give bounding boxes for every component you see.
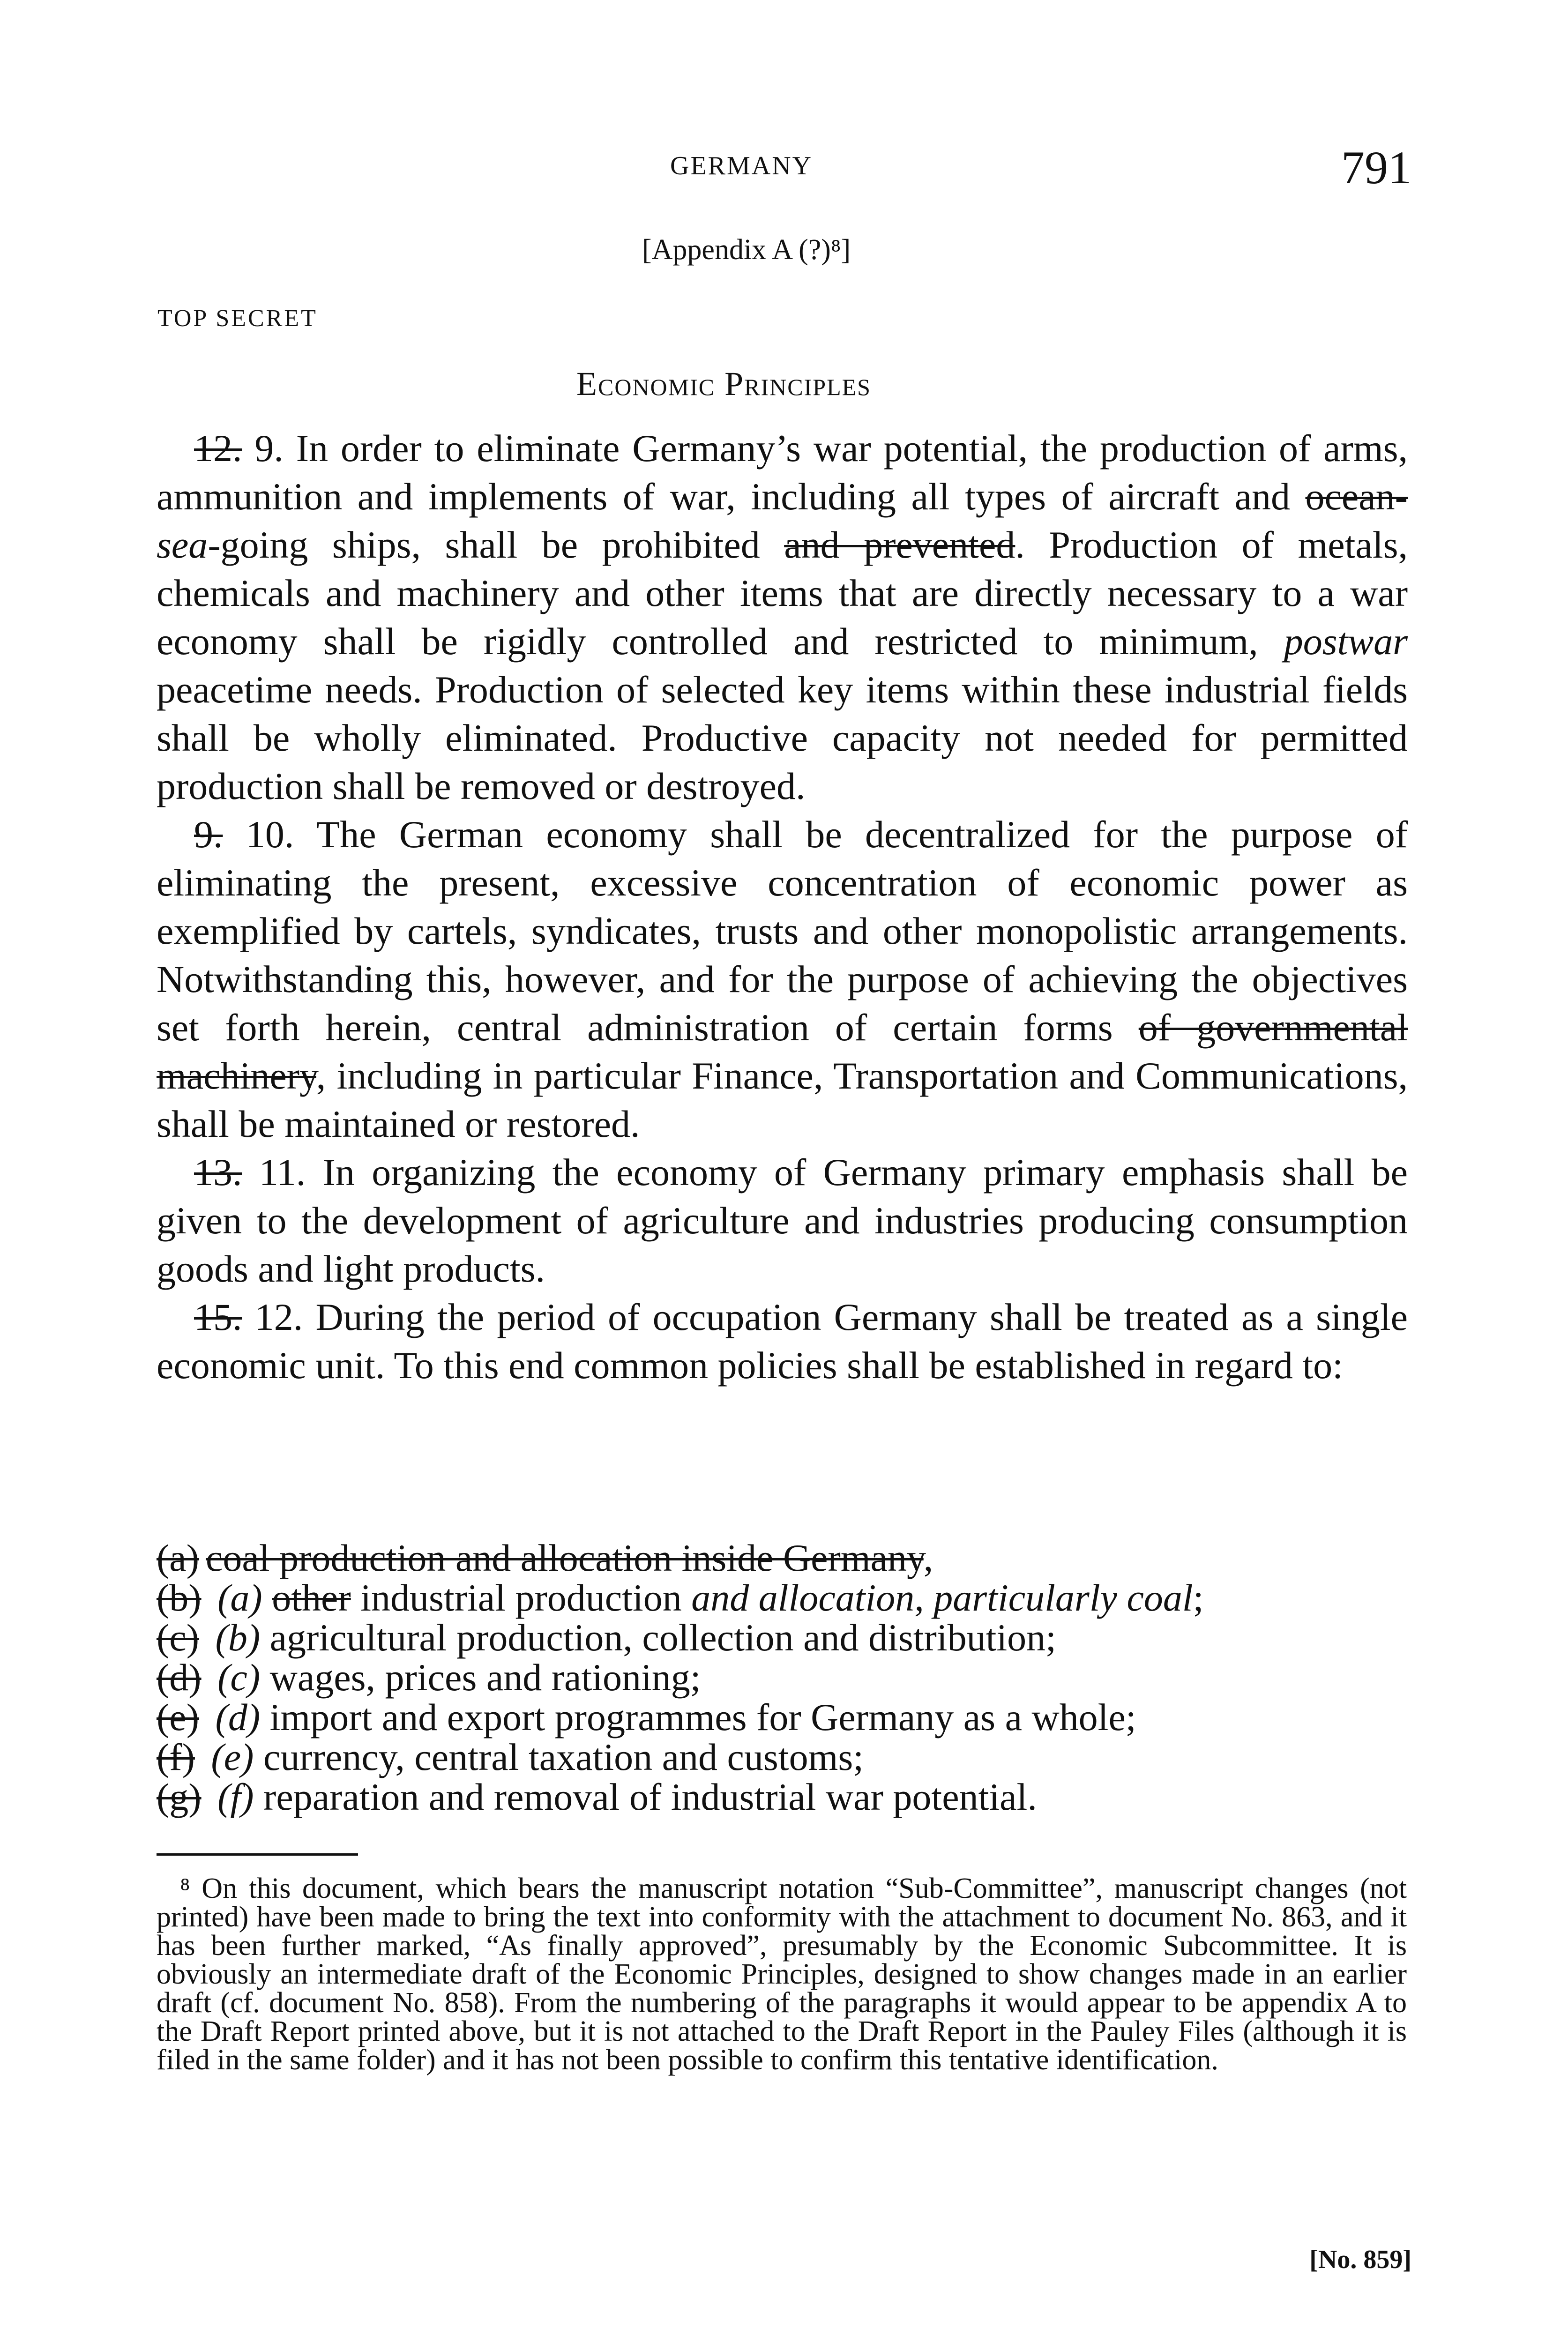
footnote-text: On this document, which bears the manuscript notation “Sub-Committee”, manuscript changes (not printed) have been made to bring the text into conformity with the attachment to document No. 863, and it has been further marked, “As finally approved”, presumably by the Economic Subcommittee. It is obviously an intermediate draft of the Economic Principles, designed to show changes made in an earlier draft (cf. document No. 858). From the numbering of the paragraphs it would appear to be appendix A to the Draft Report printed above, but it is not attached to the Draft Report in the Pauley Files (although it is filed in the same folder) and it has not been possible to confirm this tentative identification. — [157, 1873, 1407, 2076]
struck-text: coal production and allocation inside Germany — [206, 1537, 924, 1579]
running-title: GERMANY — [670, 151, 813, 180]
appendix-label: [Appendix A (?)⁸] — [642, 234, 851, 266]
list-text: reparation and removal of industrial war potential. — [263, 1776, 1037, 1818]
list-text: wages, prices and rationing; — [269, 1656, 701, 1699]
document-number: [No. 859] — [1309, 2245, 1411, 2274]
paragraph-11 — [157, 1148, 1408, 1293]
list-item — [157, 1657, 1422, 1697]
struck-text: ocean- — [1305, 475, 1408, 518]
list-text: , — [923, 1537, 933, 1579]
struck-list-letter: (a) — [157, 1537, 200, 1579]
struck-list-letter: (c) — [157, 1616, 200, 1659]
list-text: import and export programmes for Germany as a whole; — [269, 1696, 1136, 1739]
struck-text: of governmental machinery — [157, 1006, 1408, 1097]
list-item — [157, 1578, 1422, 1618]
list-letter: (e) — [211, 1736, 254, 1778]
paragraph-number: 12. — [254, 1296, 303, 1338]
list-letter: (a) — [217, 1576, 262, 1619]
struck-list-letter: (f) — [157, 1736, 195, 1778]
list-item — [157, 1618, 1422, 1657]
struck-list-letter: (b) — [157, 1576, 202, 1619]
paragraph-number: 9. — [254, 427, 284, 470]
struck-list-letter: (e) — [157, 1696, 200, 1739]
footnote-marker: ⁸ — [180, 1873, 190, 1904]
paragraph-text: peacetime needs. Production of selected key items within these industrial fields shall be wholly eliminated. Productive capacity not needed for permitted production shall be removed or destroyed. — [157, 668, 1408, 807]
section-title: Economic Principles — [576, 365, 871, 403]
paragraph-text: In organizing the economy of Germany primary emphasis shall be given to the development of agriculture and industries producing consumption goods and light products. — [157, 1151, 1408, 1290]
list-letter: (c) — [217, 1656, 261, 1699]
list-text: ; — [1193, 1576, 1204, 1619]
inserted-text: sea — [157, 523, 208, 566]
struck-paragraph-number: 13. — [194, 1151, 242, 1194]
paragraph-9 — [157, 424, 1408, 810]
struck-list-letter: (g) — [157, 1776, 202, 1818]
paragraph-number: 10. — [246, 813, 294, 856]
body-text — [157, 424, 1408, 1389]
list-letter: (f) — [217, 1776, 254, 1818]
paragraph-text: In order to eliminate Germany’s war potential, the production of arms, ammunition and implements of war, including all types of aircraft and — [157, 427, 1408, 518]
struck-paragraph-number: 9. — [194, 813, 223, 856]
list-item — [157, 1737, 1422, 1777]
paragraph-number: 11. — [259, 1151, 306, 1194]
policy-list — [157, 1538, 1422, 1817]
list-text: currency, central taxation and customs; — [263, 1736, 864, 1778]
inserted-text: postwar — [1284, 620, 1408, 663]
struck-list-letter: (d) — [157, 1656, 202, 1699]
paragraph-10 — [157, 810, 1408, 1148]
struck-paragraph-number: 15. — [194, 1296, 242, 1338]
list-letter: (b) — [215, 1616, 261, 1659]
struck-paragraph-number: 12. — [194, 427, 242, 470]
struck-text: and prevented — [784, 523, 1015, 566]
footnote-paragraph — [157, 1874, 1407, 2074]
inserted-text: and allocation, particularly coal — [691, 1576, 1193, 1619]
list-item — [157, 1697, 1422, 1737]
list-item — [157, 1777, 1422, 1817]
paragraph-text: . Production of metals, chemicals and machinery and other items that are directly necessary to a war economy shall be rigidly controlled and restricted to minimum, — [157, 523, 1408, 663]
paragraph-text: -going ships, shall be prohibited — [208, 523, 784, 566]
struck-text: other — [272, 1576, 351, 1619]
paragraph-12 — [157, 1293, 1408, 1389]
paragraph-text: The German economy shall be decentralized for the purpose of eliminating the present, excessive concentration of economic power as exemplified by cartels, syndicates, trusts and other monopolistic arrangements. Notwithstanding this, however, and for the purpose of achieving the objectives set forth herein, central administration of certain forms — [157, 813, 1408, 1049]
list-text: agricultural production, collection and distribution; — [269, 1616, 1056, 1659]
page-number: 791 — [1341, 142, 1411, 194]
classification-label: TOP SECRET — [157, 305, 318, 332]
paragraph-text: During the period of occupation Germany shall be treated as a single economic unit. To this end common policies shall be established in regard to: — [157, 1296, 1408, 1387]
paragraph-text: , including in particular Finance, Transportation and Communications, shall be maintained or restored. — [157, 1054, 1408, 1145]
list-text: industrial production — [351, 1576, 692, 1619]
footnote — [157, 1874, 1407, 2074]
list-letter: (d) — [215, 1696, 261, 1739]
footnote-divider — [157, 1853, 358, 1856]
list-item — [157, 1538, 1422, 1578]
